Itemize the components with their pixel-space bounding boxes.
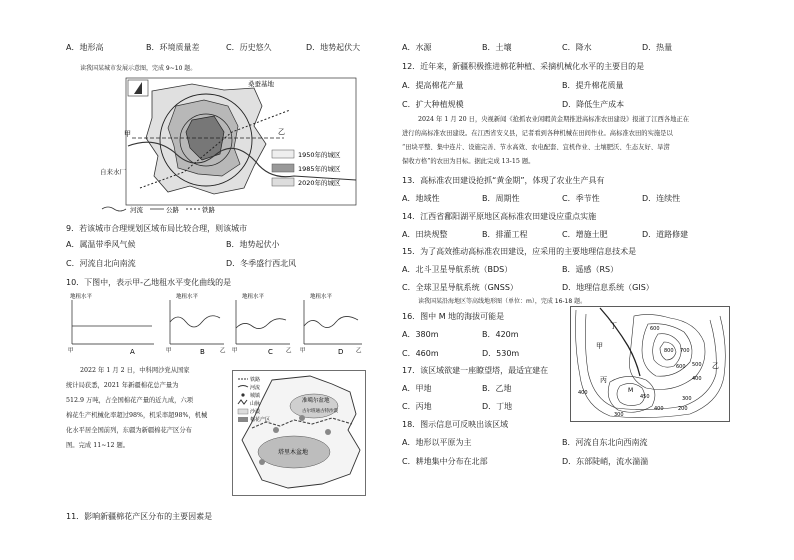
rent-chart-d	[300, 292, 362, 356]
q12-option-b: B．提升棉花质量	[562, 81, 624, 90]
label-yi: 乙	[712, 362, 719, 370]
q16-option-a: A．380m	[402, 330, 439, 339]
q8-option-d: D．地势起伏大	[306, 43, 361, 52]
label-jia: 甲	[124, 130, 131, 138]
rent-curve-charts	[64, 292, 368, 358]
tarim-label: 塔里木盆地	[278, 449, 309, 456]
q8-option-b: B．环境质量差	[146, 43, 200, 52]
legend-mountain: 山脉	[250, 401, 261, 407]
q12-option-d: D．降低生产成本	[562, 100, 625, 109]
city-development-map	[94, 76, 364, 216]
q18-option-a: A．地形以平原为主	[402, 438, 472, 447]
rent-chart-d-x0: 甲	[300, 348, 306, 354]
passage-13-15-line1: 2024 年 1 月 20 日，央视新闻《抢抓农业闲暇黄金期推进高标准农田建设》报道了江西各地正在	[418, 116, 690, 123]
rent-chart-d-x1: 乙	[356, 348, 362, 354]
rent-chart-c-x1: 乙	[286, 348, 292, 354]
intro-16-18: 读我国某沿海地区等高线地形图（单位：m），完成 16-18 题。	[418, 298, 587, 305]
passage-11-12-line3: 512.9 万吨，占全国棉花产量的近九成，六项	[66, 397, 194, 404]
rent-chart-c-ylabel: 地租水平	[242, 294, 265, 300]
contour-label-450: 450	[640, 394, 650, 400]
contour-label-400c: 400	[654, 406, 664, 412]
q16-option-d: D．530m	[482, 349, 520, 358]
q14-option-c: C．增施土肥	[562, 230, 608, 239]
passage-11-12-line6: 图。完成 11~12 题。	[66, 442, 130, 449]
legend-town: 城镇	[250, 393, 261, 399]
label-jia: 甲	[596, 342, 603, 350]
label-ding: 丁	[610, 322, 617, 330]
contour-label-300b: 300	[614, 412, 624, 418]
q15-option-a: A．北斗卫星导航系统（BDS）	[402, 265, 513, 274]
q15-option-b: B．遥感（RS）	[562, 265, 619, 274]
q12-stem: 12．近年来，新疆积极推进棉花种植、采摘机械化水平的主要目的是	[402, 62, 645, 71]
q9-option-c: C．河流自北向南流	[66, 259, 136, 268]
legend-1985-label: 1985年的城区	[298, 165, 341, 173]
cotton-region-3	[325, 429, 331, 435]
q13-stem: 13．高标准农田建设抢抓“黄金期”，体现了农业生产具有	[402, 176, 605, 185]
contour-label-300: 300	[682, 396, 692, 402]
q13-option-c: C．季节性	[562, 194, 600, 203]
contour-map	[570, 306, 730, 422]
q17-stem: 17．该区域欲建一座瞭望塔，最适宜建在	[402, 366, 549, 375]
q12-option-c: C．扩大种植规模	[402, 100, 464, 109]
rent-chart-a-x0: 甲	[68, 348, 74, 354]
q16-stem: 16．图中 M 地的海拔可能是	[402, 312, 505, 321]
legend-river-label: 河流	[130, 206, 143, 214]
passage-13-15-line3: “田块平整、集中连片、设施完善、节水高效、农电配套、宜机作业、土壤肥沃、生态友好、旱涝	[402, 144, 670, 151]
label-m: M	[628, 387, 634, 394]
rent-chart-c-label: C	[268, 348, 273, 356]
contour-label-700: 700	[680, 348, 690, 354]
q8-option-c: C．历史悠久	[226, 43, 272, 52]
passage-13-15-line2: 进行的高标准农田建设。在江西省安义县，记者看到各种机械在田间作业。高标准农田的实施是以	[402, 130, 673, 137]
legend-cotton: 棉花产区	[250, 417, 271, 423]
label-waterworks: 自来水厂	[100, 168, 126, 176]
q11-option-b: B．土壤	[482, 43, 512, 52]
contour-label-600: 600	[676, 364, 686, 370]
q16-option-c: C．460m	[402, 349, 439, 358]
cotton-region-2	[299, 415, 305, 421]
q17-option-b: B．乙地	[482, 384, 512, 393]
rent-chart-a	[68, 292, 154, 356]
rent-chart-c	[232, 292, 292, 356]
rent-chart-b-x1: 乙	[220, 348, 226, 354]
q11-option-a: A．水源	[402, 43, 432, 52]
contour-label-200: 200	[678, 406, 688, 412]
label-bing: 丙	[600, 376, 607, 384]
passage-11-12-line1: 2022 年 1 月 2 日，中科网沙党从国家	[80, 367, 190, 374]
contour-label-400: 400	[692, 376, 702, 382]
q11-option-c: C．降水	[562, 43, 592, 52]
q17-option-c: C．丙地	[402, 402, 432, 411]
rent-chart-a-label: A	[130, 348, 135, 356]
cotton-region-1	[273, 427, 279, 433]
q9-option-a: A．属温带季风气候	[66, 240, 136, 249]
label-mulberry: 桑蚕基地	[248, 80, 274, 88]
legend-railway: 铁路	[250, 377, 261, 383]
q16-option-b: B．420m	[482, 330, 519, 339]
q12-option-a: A．提高棉花产量	[402, 81, 464, 90]
q18-option-b: B．河流自东北向西南流	[562, 438, 648, 447]
q13-option-d: D．连续性	[642, 194, 681, 203]
legend-1985-swatch	[272, 164, 294, 172]
q14-option-a: A．田块规整	[402, 230, 448, 239]
q11-stem: 11．影响新疆棉花产区分布的主要因素是	[66, 512, 213, 521]
q18-option-d: D．东部陡峭，流水湍湍	[562, 457, 649, 466]
q9-option-d: D．冬季盛行西北风	[226, 259, 297, 268]
legend-river: 河流	[250, 385, 261, 391]
rent-chart-d-ylabel: 地租水平	[310, 294, 333, 300]
q13-option-b: B．周期性	[482, 194, 520, 203]
contour-label-500: 500	[692, 362, 702, 368]
q17-option-a: A．甲地	[402, 384, 432, 393]
rent-curve-c	[236, 319, 286, 329]
junggar-label: 准噶尔盆地	[302, 398, 330, 404]
rent-chart-b-label: B	[200, 348, 205, 356]
q13-option-a: A．地域性	[402, 194, 440, 203]
rent-curve-d	[304, 316, 358, 327]
contour-label-800: 800	[664, 348, 674, 354]
q9-option-b: B．地势起伏小	[226, 240, 280, 249]
intro-9-10: 读我国某城市发展示意图，完成 9~10 题。	[80, 65, 197, 72]
legend-2020-label: 2020年的城区	[298, 179, 341, 187]
contour-label-400b: 400	[578, 390, 588, 396]
q14-option-b: B．排灌工程	[482, 230, 528, 239]
legend-1950-label: 1950年的城区	[298, 151, 341, 159]
q14-stem: 14．江西省鄱阳湖平原地区高标准农田建设应重点实施	[402, 212, 597, 221]
q14-option-d: D．道路修建	[642, 230, 689, 239]
legend-desert: 沙漠	[250, 409, 261, 415]
legend-road-label: 公路	[166, 206, 179, 214]
cotton-region-4	[259, 459, 265, 465]
passage-11-12-line4: 棉花生产机械化率超过98%，机采率超98%，机械	[66, 412, 208, 419]
legend-1950-swatch	[272, 150, 294, 158]
q18-option-c: C．耕地集中分布在北部	[402, 457, 488, 466]
rent-chart-b-ylabel: 地租水平	[176, 294, 199, 300]
label-yi: 乙	[278, 128, 285, 136]
q9-stem: 9．若该城市合理规划区域布局比较合理，则该城市	[66, 224, 248, 233]
rent-chart-d-label: D	[338, 348, 344, 356]
rent-curve-b	[170, 316, 220, 327]
legend-2020-swatch	[272, 178, 294, 186]
passage-13-15-line4: 保收方格”的农田为目标。据此完成 13-15 题。	[402, 158, 535, 165]
q15-option-d: D．地理信息系统（GIS）	[562, 283, 654, 292]
passage-11-12-line5: 化水平居全国前列，东疆为新疆棉花产区分布	[66, 427, 192, 434]
q10-stem: 10．下图中，表示甲-乙地租水平变化曲线的是	[66, 278, 232, 287]
q18-stem: 18．图示信息可反映出该区域	[402, 420, 509, 429]
legend-railway-label: 铁路	[202, 206, 215, 214]
q15-option-c: C．全球卫星导航系统（GNSS）	[402, 283, 518, 292]
q11-option-d: D．热量	[642, 43, 673, 52]
rent-chart-a-ylabel: 地租水平	[70, 294, 93, 300]
rent-chart-b-x0: 甲	[166, 348, 172, 354]
q17-option-d: D．丁地	[482, 402, 513, 411]
rent-chart-b	[166, 292, 226, 356]
rent-chart-c-x0: 甲	[232, 348, 238, 354]
xinjiang-cotton-map	[232, 370, 366, 496]
gurbantunggut-label: 古尔班通古特沙漠	[302, 409, 338, 414]
q8-option-a: A．地形高	[66, 43, 104, 52]
passage-11-12-line2: 统计局获悉，2021 年新疆棉花总产量为	[66, 382, 179, 389]
legend-river-icon	[102, 207, 126, 211]
q15-stem: 15．为了高效推动高标准农田建设，应采用的主要地理信息技术是	[402, 247, 637, 256]
contour-label-600b: 600	[650, 326, 660, 332]
